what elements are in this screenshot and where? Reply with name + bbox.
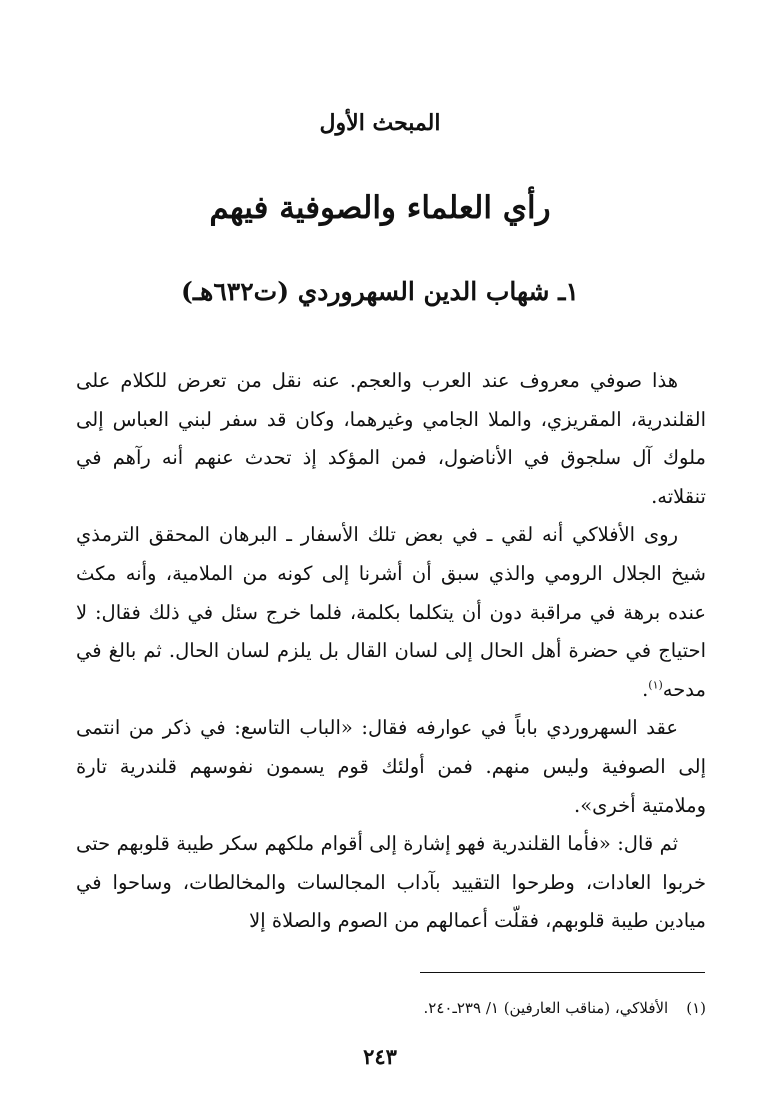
footnote xyxy=(76,996,706,1020)
paragraph-4: ثم قال: «فأما القلندرية فهو إشارة إلى أقوام ملكهم سكر طيبة قلوبهم حتى خربوا العادات، وطرحوا التقييد بآداب المجالسات والمخالطات، وساحوا في ميادين طيبة قلوبهم، فقلّت أعمالهم من الصوم والصلاة إلا xyxy=(76,832,706,933)
footnote-marker: (١) xyxy=(648,678,663,692)
page-number: ٢٤٣ xyxy=(363,1044,397,1069)
paragraph-2-text: روى الأفلاكي أنه لقي ـ في بعض تلك الأسفار ـ البرهان المحقق الترمذي شيخ الجلال الرومي والذي سبق أن أشرنا إلى كونه من الملامية، وأنه مكث عنده برهة في مراقبة دون أن يتكلما بكلمة، فلما خرج سئل في ذلك فقال: لا احتياج في حضرة أهل الحال إلى لسان القال بل يلزم لسان الحال. ثم بالغ في مدحه xyxy=(76,523,706,701)
chapter-heading: المبحث الأول xyxy=(319,110,441,136)
footnote-text: الأفلاكي، (مناقب العارفين) ١/ ٢٣٩ـ٢٤٠. xyxy=(423,999,669,1017)
paragraph-1: هذا صوفي معروف عند العرب والعجم. عنه نقل من تعرض للكلام على القلندرية، المقريزي، والملا الجامي وغيرهما، وكان قد سفر لبني العباس إلى ملوك آل سلجوق في الأناضول، فمن المؤكد إذ تحدث عنهم أنه رآهم في تنقلاته. xyxy=(76,369,706,508)
paragraph-3: عقد السهروردي باباً في عوارفه فقال: «الباب التاسع: في ذكر من انتمى إلى الصوفية وليس منهم. فمن أولئك قوم يسمون نفوسهم قلندرية تارة وملامتية أخرى». xyxy=(76,716,706,817)
paragraph-2 xyxy=(76,516,706,709)
section-heading: ١ـ شهاب الدين السهروردي (ت٦٣٢هـ) xyxy=(181,277,579,306)
footnote-divider xyxy=(420,972,705,973)
page-title: رأي العلماء والصوفية فيهم xyxy=(209,190,551,226)
paragraph-2-end: . xyxy=(642,677,649,701)
body-text xyxy=(76,362,706,941)
footnote-number: (١) xyxy=(686,999,706,1017)
